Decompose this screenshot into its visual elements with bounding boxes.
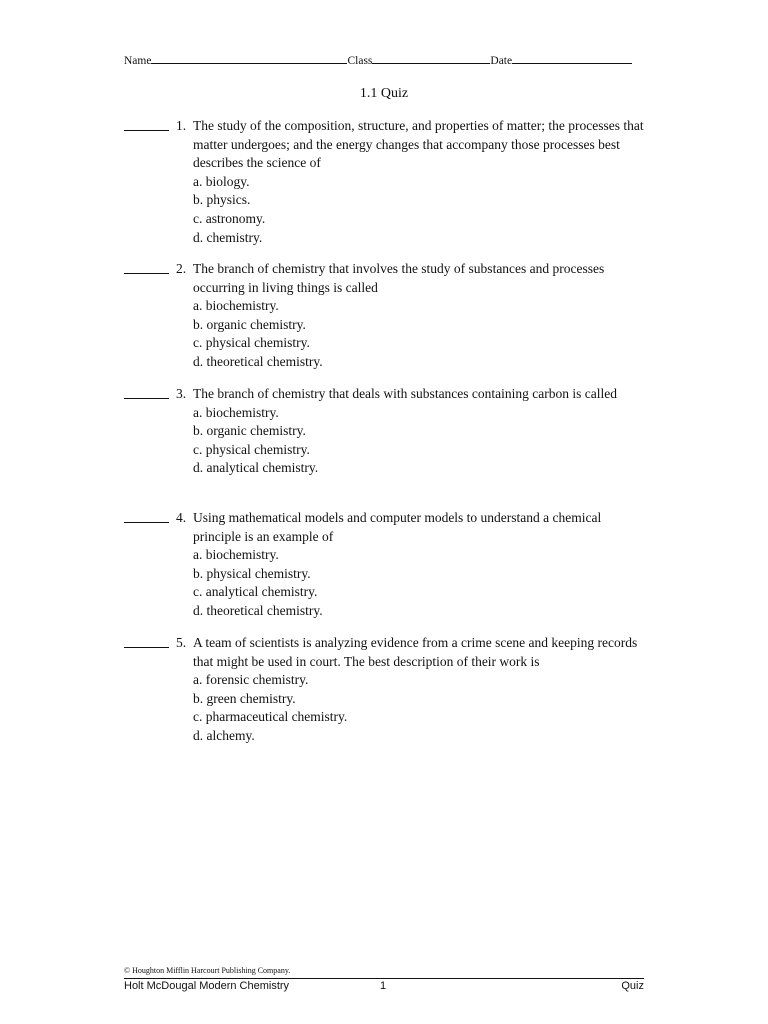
class-field[interactable] bbox=[372, 52, 490, 64]
answer-blank[interactable] bbox=[124, 647, 169, 648]
choice-d: d. theoretical chemistry. bbox=[193, 353, 323, 369]
choice-list bbox=[193, 671, 644, 745]
choice-b: b. organic chemistry. bbox=[193, 316, 306, 332]
footer-section-label: Quiz bbox=[621, 980, 644, 992]
quiz-title: 1.1 Quiz bbox=[359, 86, 409, 101]
answer-blank[interactable] bbox=[124, 398, 169, 399]
question-text: A team of scientists is analyzing evidence from a crime scene and keeping records that might be used in court. The best description of their work is bbox=[193, 635, 638, 669]
question-5 bbox=[124, 634, 644, 746]
date-label: Date bbox=[490, 55, 513, 67]
choice-b: b. green chemistry. bbox=[193, 690, 296, 706]
question-text: The branch of chemistry that involves the study of substances and processes occurring in living things is called bbox=[193, 261, 605, 295]
choice-b: b. physical chemistry. bbox=[193, 565, 311, 581]
choice-c: c. physical chemistry. bbox=[193, 335, 310, 351]
choice-c: c. pharmaceutical chemistry. bbox=[193, 709, 348, 725]
choice-d: d. theoretical chemistry. bbox=[193, 602, 323, 618]
answer-blank[interactable] bbox=[124, 273, 169, 274]
choice-list bbox=[193, 546, 644, 620]
choice-b: b. physics. bbox=[193, 192, 251, 208]
choice-a: a. biochemistry. bbox=[193, 547, 279, 563]
question-text: The branch of chemistry that deals with substances containing carbon is called bbox=[193, 386, 617, 401]
question-number: 5. bbox=[176, 635, 187, 650]
question-3 bbox=[124, 385, 644, 478]
question-number: 1. bbox=[176, 118, 187, 133]
choice-d: d. chemistry. bbox=[193, 229, 263, 245]
question-1 bbox=[124, 117, 644, 247]
choice-a: a. biology. bbox=[193, 173, 250, 189]
page-footer bbox=[124, 980, 644, 994]
choice-d: d. analytical chemistry. bbox=[193, 460, 319, 476]
choice-list bbox=[193, 297, 644, 371]
choice-a: a. biochemistry. bbox=[193, 404, 279, 420]
question-text: The study of the composition, structure, and properties of matter; the processes that matter undergoes; and the energy changes that accompany those processes best describes the science of bbox=[193, 118, 644, 171]
choice-a: a. biochemistry. bbox=[193, 298, 279, 314]
choice-b: b. organic chemistry. bbox=[193, 423, 306, 439]
name-field[interactable] bbox=[151, 52, 347, 64]
footer-page-number: 1 bbox=[380, 980, 387, 992]
answer-blank[interactable] bbox=[124, 522, 169, 523]
date-field[interactable] bbox=[512, 52, 632, 64]
question-number: 3. bbox=[176, 386, 187, 401]
choice-a: a. forensic chemistry. bbox=[193, 672, 309, 688]
footer-book-title: Holt McDougal Modern Chemistry bbox=[124, 980, 290, 992]
choice-d: d. alchemy. bbox=[193, 727, 255, 743]
choice-list bbox=[193, 173, 644, 247]
question-number: 2. bbox=[176, 261, 187, 276]
question-number: 4. bbox=[176, 510, 187, 525]
choice-c: c. astronomy. bbox=[193, 210, 266, 226]
student-info-header bbox=[124, 52, 646, 67]
choice-c: c. analytical chemistry. bbox=[193, 584, 318, 600]
question-4 bbox=[124, 509, 644, 621]
class-label: Class bbox=[347, 55, 373, 67]
question-text: Using mathematical models and computer models to understand a chemical principle is an example of bbox=[193, 510, 602, 544]
copyright-notice: © Houghton Mifflin Harcourt Publishing Company. bbox=[124, 966, 291, 975]
name-label: Name bbox=[124, 55, 152, 67]
choice-list bbox=[193, 404, 644, 478]
question-2 bbox=[124, 260, 644, 372]
answer-blank[interactable] bbox=[124, 130, 169, 131]
choice-c: c. physical chemistry. bbox=[193, 441, 310, 457]
footer-divider bbox=[124, 978, 644, 979]
